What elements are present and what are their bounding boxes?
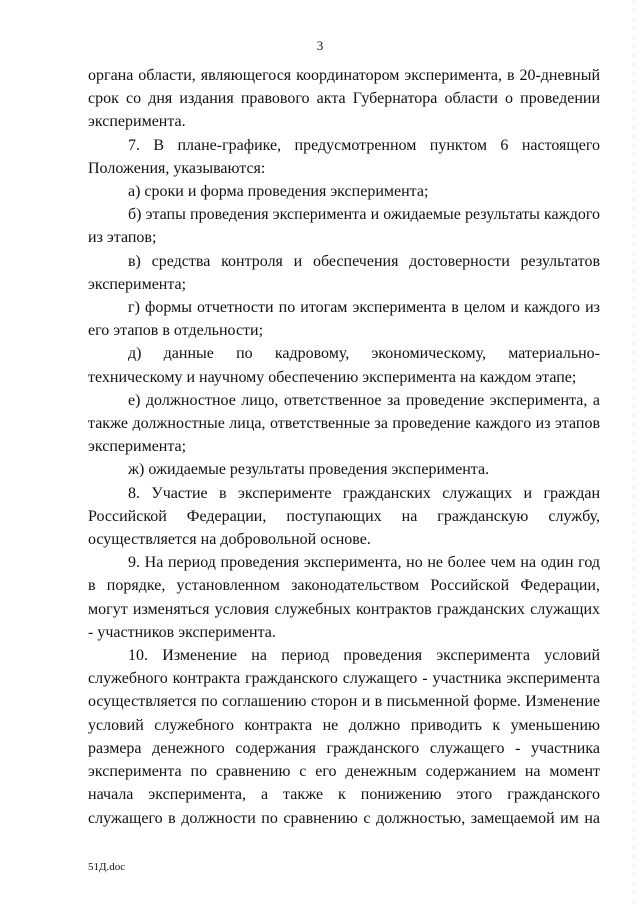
list-item-e: е) должностное лицо, ответственное за проведение эксперимента, а также должностные лица, ответственные за проведение каждого из этапов эксперимента;	[88, 391, 600, 456]
list-item-v: в) средства контроля и обеспечения достоверности результатов эксперимента;	[88, 252, 600, 293]
list-item-d: д) данные по кадровому, экономическому, материально-техническому и научному обеспечению эксперимента на каждом этапе;	[88, 345, 600, 386]
page-number: 3	[316, 38, 324, 53]
paragraph-item-9: 9. На период проведения эксперимента, но не более чем на один год в порядке, установленном законодательством Российской Федерации, могут изменяться условия служебных контрактов гражданских служащих - участников эксперимента.	[88, 554, 600, 641]
list-item-a: а) сроки и форма проведения эксперимента;	[128, 183, 429, 201]
list-item-g: г) формы отчетности по итогам эксперимента в целом и каждого из его этапов в отдельности;	[88, 299, 600, 340]
paragraph-item-10: 10. Изменение на период проведения эксперимента условий служебного контракта гражданского служащего - участника эксперимента осуществляется по соглашению сторон и в письменной форме. Изменение условий служебного контракта не должно приводить к уменьшению размера денежного содержания гражданского служащего - участника эксперимента по сравнению с его денежным содержанием на момент начала эксперимента, а также к понижению этого гражданского служащего в должности по сравнению с должностью, замещаемой им на	[88, 647, 600, 827]
paragraph-item-8: 8. Участие в эксперименте гражданских служащих и граждан Российской Федерации, поступающих на гражданскую службу, осуществляется на добровольной основе.	[88, 484, 600, 549]
document-body	[88, 64, 600, 830]
list-item-zh: ж) ожидаемые результаты проведения эксперимента.	[128, 461, 490, 479]
file-name-footer: 51Д.doc	[88, 861, 126, 873]
list-item-b: б) этапы проведения эксперимента и ожидаемые результаты каждого из этапов;	[88, 206, 600, 247]
paragraph-item-7: 7. В плане-графике, предусмотренном пунктом 6 настоящего Положения, указываются:	[88, 136, 600, 177]
scan-edge-artifact	[633, 0, 634, 905]
paragraph-continuation: органа области, являющегося координатором эксперимента, в 20-дневный срок со дня издания правового акта Губернатора области о проведении эксперимента.	[88, 67, 600, 131]
